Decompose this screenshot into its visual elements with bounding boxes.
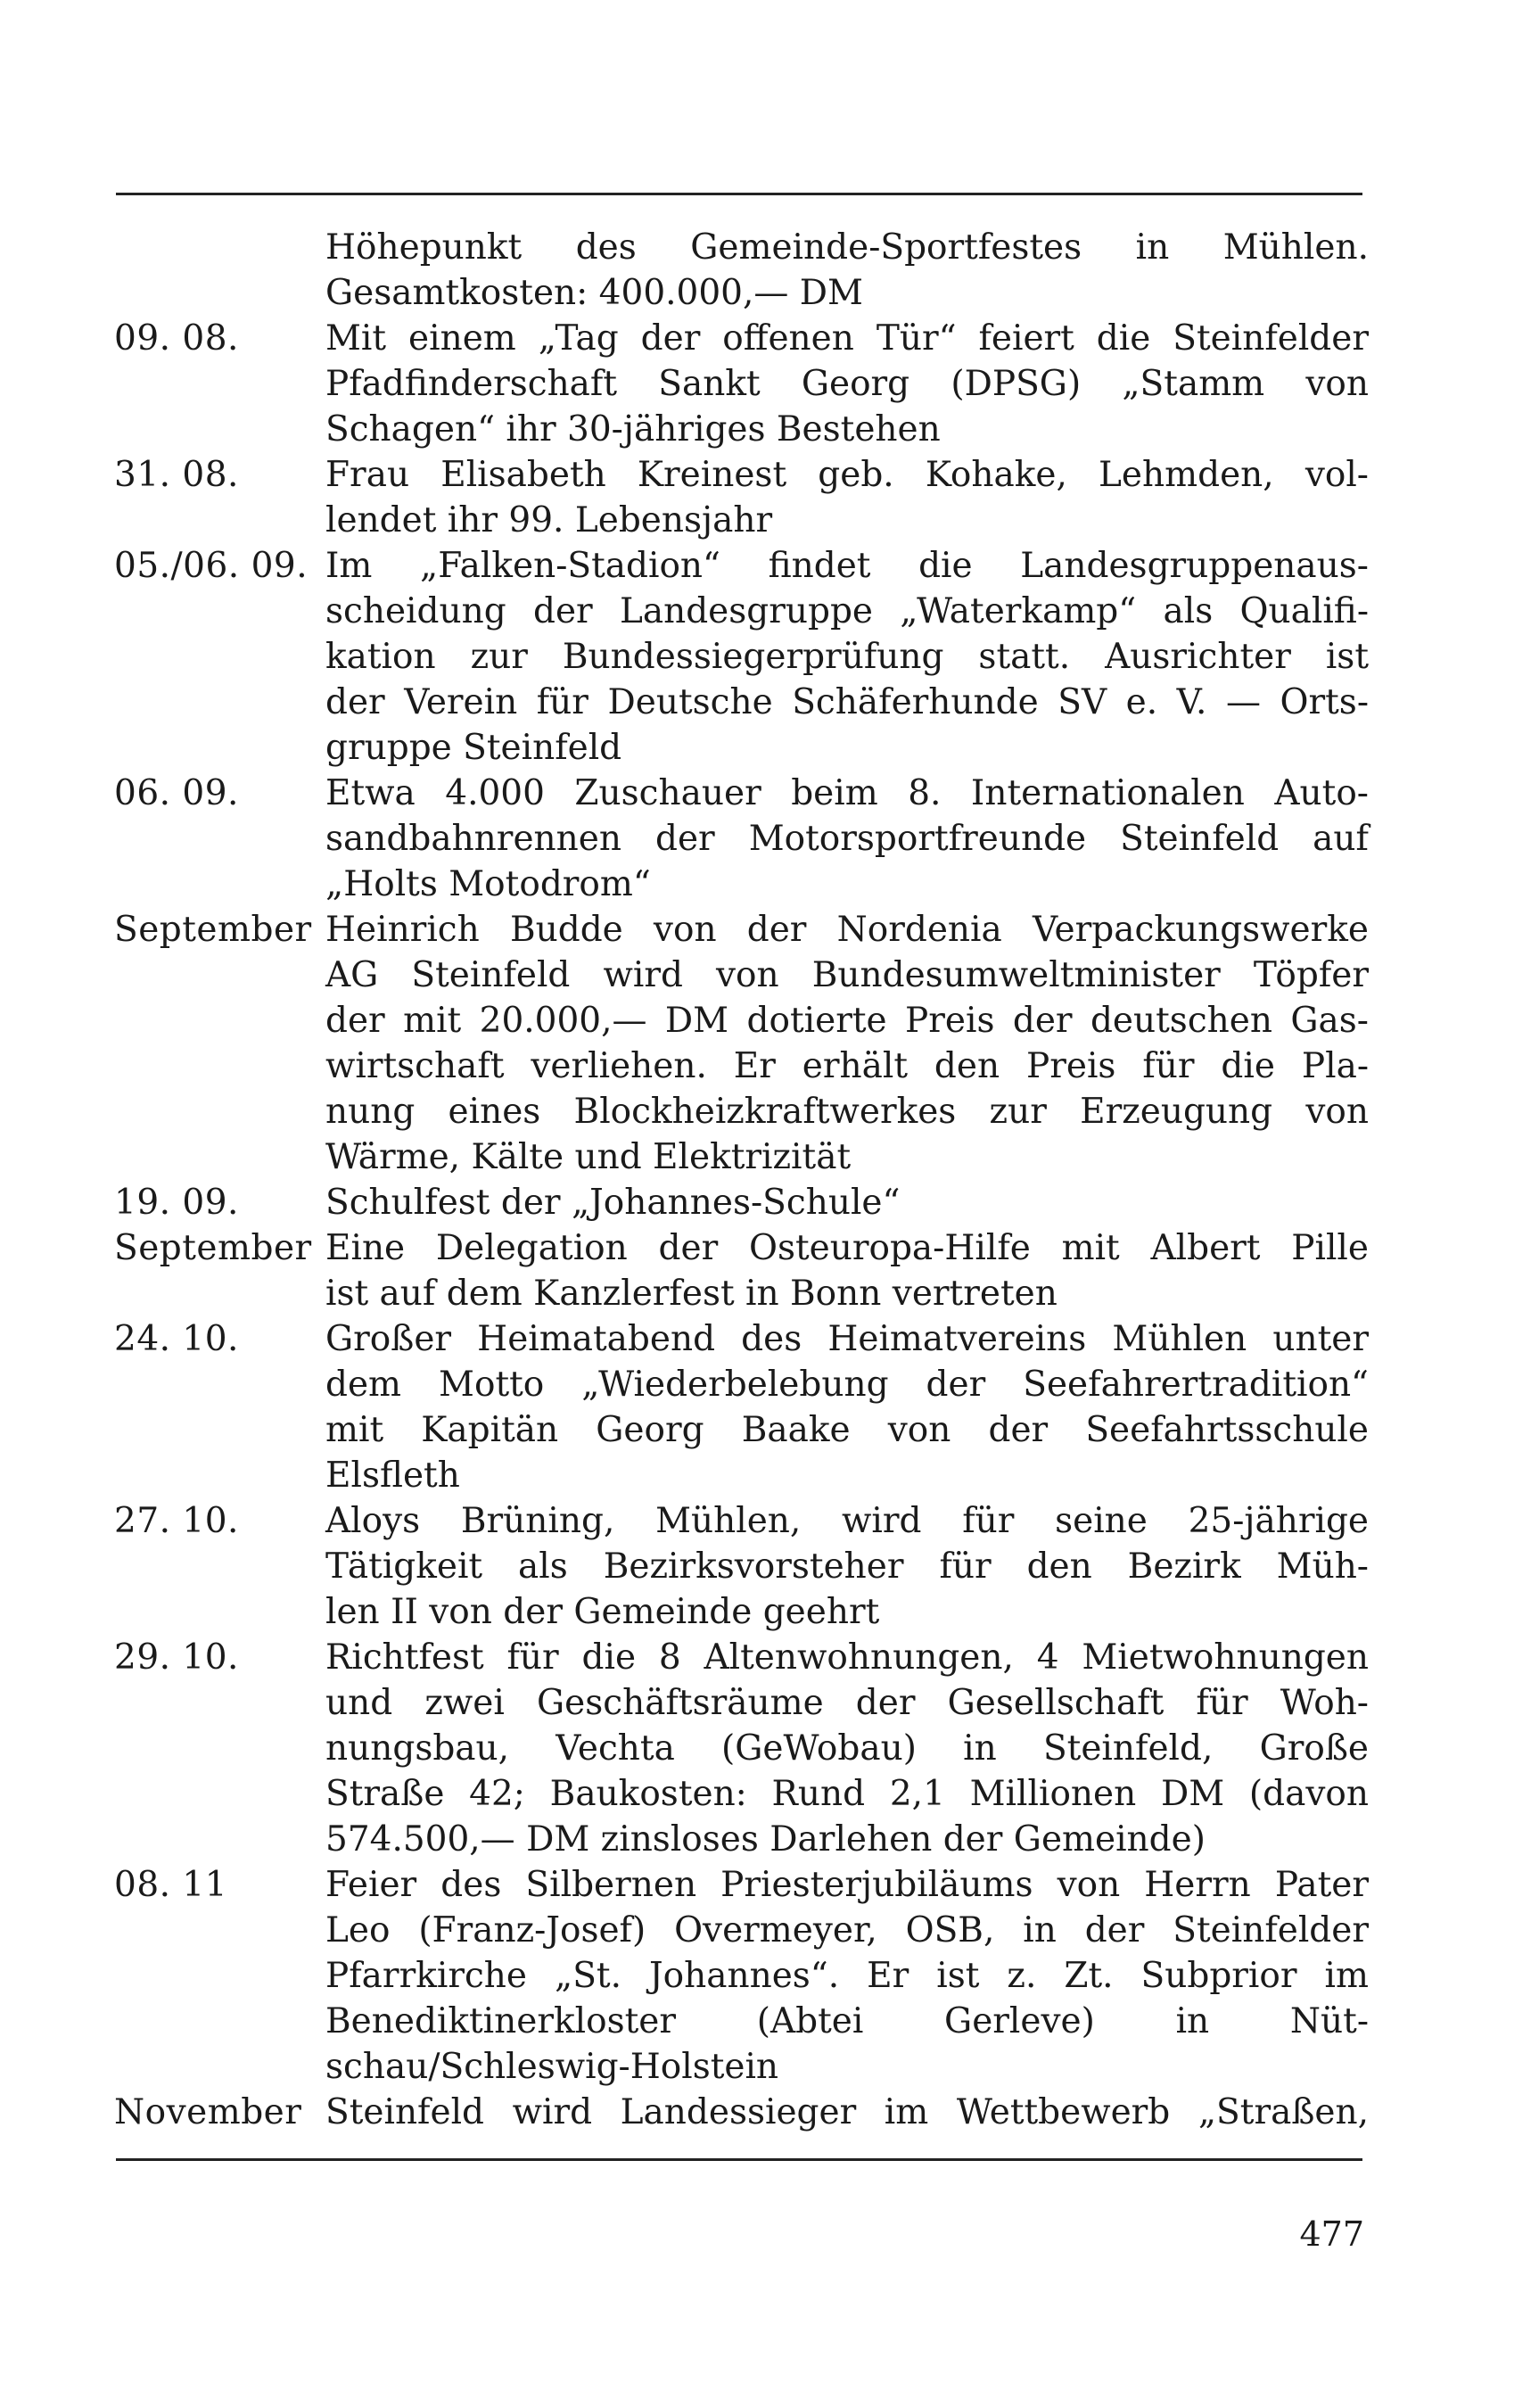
entry-line: Schagen“ ihr 30-jähriges Bestehen <box>325 409 941 449</box>
entry-text <box>325 771 1369 907</box>
entry-line: nung eines Blockheizkraftwerkes zur Erzeugung von <box>325 1092 1369 1132</box>
entry-date: 19. 09. <box>114 1183 239 1223</box>
entry-line: Straße 42; Baukosten: Rund 2,1 Millionen DM (davon <box>325 1774 1369 1814</box>
entry-line: der mit 20.000,— DM dotierte Preis der deutschen Gas- <box>325 1001 1369 1041</box>
entry-date: 29. 10. <box>114 1637 239 1678</box>
entry-line: Benediktinerkloster (Abtei Gerleve) in Nüt- <box>325 2001 1369 2041</box>
entry-line: Richtfest für die 8 Altenwohnungen, 4 Mietwohnungen <box>325 1637 1369 1678</box>
entry-line: Im „Falken-Stadion“ findet die Landesgruppenaus- <box>325 546 1369 586</box>
entry-line: Mit einem „Tag der offenen Tür“ feiert die Steinfelder <box>325 318 1369 359</box>
entry-text <box>325 1316 1369 1498</box>
entry-line: Großer Heimatabend des Heimatvereins Mühlen unter <box>325 1319 1369 1359</box>
entry-line: nungsbau, Vechta (GeWobau) in Steinfeld, Große <box>325 1728 1369 1769</box>
entry-line: Etwa 4.000 Zuschauer beim 8. Internationalen Auto- <box>325 773 1369 813</box>
entry-line: Pfadfinderschaft Sankt Georg (DPSG) „Stamm von <box>325 364 1369 404</box>
entry-text <box>325 1635 1369 1862</box>
entry-line: gruppe Steinfeld <box>325 728 622 768</box>
entry-line: scheidung der Landesgruppe „Waterkamp“ als Qualifi- <box>325 591 1369 631</box>
entry-date: November <box>114 2092 302 2132</box>
entry-date: 31. 08. <box>114 455 239 495</box>
entry-date: September <box>114 910 312 950</box>
top-rule <box>116 193 1362 195</box>
entry-text <box>325 1862 1369 2090</box>
entry-line: Gesamtkosten: 400.000,— DM <box>325 273 863 313</box>
entry-date: 24. 10. <box>114 1319 239 1359</box>
entry-text <box>325 1498 1369 1635</box>
entry-line: lendet ihr 99. Lebensjahr <box>325 500 773 540</box>
entry-line: Heinrich Budde von der Nordenia Verpackungswerke <box>325 910 1369 950</box>
entry-line: 574.500,— DM zinsloses Darlehen der Gemeinde) <box>325 1819 1206 1860</box>
entry-line: Feier des Silbernen Priesterjubiläums von Herrn Pater <box>325 1865 1369 1905</box>
entry-line: Frau Elisabeth Kreinest geb. Kohake, Lehmden, vol- <box>325 455 1369 495</box>
entry-line: sandbahnrennen der Motorsportfreunde Steinfeld auf <box>325 819 1369 859</box>
entry-line: Schulfest der „Johannes-Schule“ <box>325 1183 901 1223</box>
entry-text <box>325 2090 1369 2135</box>
entry-line: „Holts Motodrom“ <box>325 864 651 904</box>
entry-text <box>325 1180 1369 1225</box>
page-number: 477 <box>1299 2214 1364 2254</box>
entry-text <box>325 225 1369 316</box>
entry-date: September <box>114 1228 312 1268</box>
entry-line: schau/Schleswig-Holstein <box>325 2047 779 2087</box>
entry-date: 05./06. 09. <box>114 546 309 586</box>
entry-line: ist auf dem Kanzlerfest in Bonn vertreten <box>325 1274 1058 1314</box>
entry-date: 09. 08. <box>114 318 239 359</box>
entry-text <box>325 316 1369 452</box>
entry-line: Wärme, Kälte und Elektrizität <box>325 1137 852 1177</box>
entry-date: 06. 09. <box>114 773 239 813</box>
entry-line: Elsfleth <box>325 1456 460 1496</box>
entry-line: dem Motto „Wiederbelebung der Seefahrertradition“ <box>325 1365 1369 1405</box>
entry-date: 27. 10. <box>114 1501 239 1541</box>
entry-line: len II von der Gemeinde geehrt <box>325 1592 880 1632</box>
entry-text <box>325 907 1369 1180</box>
entry-line: Tätigkeit als Bezirksvorsteher für den Bezirk Müh- <box>325 1546 1369 1587</box>
entry-line: wirtschaft verliehen. Er erhält den Preis für die Pla- <box>325 1046 1369 1086</box>
entry-text <box>325 543 1369 771</box>
entry-line: AG Steinfeld wird von Bundesumweltminister Töpfer <box>325 955 1369 995</box>
entry-line: Pfarrkirche „St. Johannes“. Er ist z. Zt. Subprior im <box>325 1956 1369 1996</box>
entry-date: 08. 11 <box>114 1865 228 1905</box>
entry-line: Höhepunkt des Gemeinde-Sportfestes in Mühlen. <box>325 227 1369 268</box>
entry-line: und zwei Geschäftsräume der Gesellschaft für Woh- <box>325 1683 1369 1723</box>
entry-line: Steinfeld wird Landessieger im Wettbewerb „Straßen, <box>325 2092 1369 2132</box>
entry-text <box>325 1225 1369 1316</box>
entry-line: mit Kapitän Georg Baake von der Seefahrtsschule <box>325 1410 1369 1450</box>
entry-line: der Verein für Deutsche Schäferhunde SV e. V. — Orts- <box>325 682 1369 722</box>
bottom-rule <box>116 2158 1362 2161</box>
entry-line: Leo (Franz-Josef) Overmeyer, OSB, in der Steinfelder <box>325 1910 1369 1950</box>
entry-line: Eine Delegation der Osteuropa-Hilfe mit Albert Pille <box>325 1228 1369 1268</box>
entry-line: Aloys Brüning, Mühlen, wird für seine 25-jährige <box>325 1501 1369 1541</box>
entry-line: kation zur Bundessiegerprüfung statt. Ausrichter ist <box>325 637 1369 677</box>
entry-text <box>325 452 1369 543</box>
